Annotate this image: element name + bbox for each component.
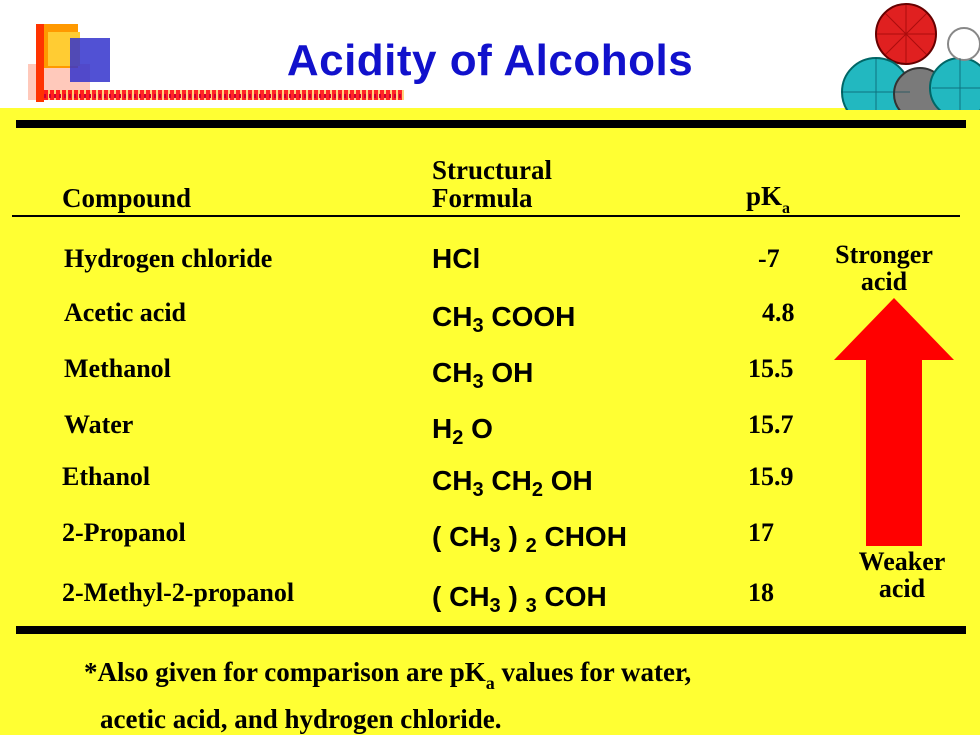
pka-value: 17 (748, 518, 774, 547)
pka-value: 4.8 (762, 298, 795, 327)
pka-value: 18 (748, 578, 774, 607)
compound-name: Methanol (64, 354, 171, 383)
compound-name: 2-Methyl-2-propanol (62, 578, 295, 607)
acidity-arrow-icon (834, 298, 954, 546)
pka-value: 15.9 (748, 462, 794, 491)
molecule-model-icon (840, 0, 980, 110)
stronger-acid-label: Stronger acid (835, 240, 933, 296)
compound-name: Acetic acid (64, 298, 187, 327)
structural-formula: ( $CH_3$ ) $_2$ CHOH (432, 521, 627, 557)
table-bottom-rule (16, 626, 966, 634)
structural-formula: $CH_3$ COOH (432, 301, 576, 337)
compound-name: Water (64, 410, 134, 439)
header-compound: Compound (62, 183, 192, 213)
compound-name: Ethanol (62, 462, 151, 491)
footnote: *Also given for comparison are $pK_a$ values for water, acetic acid, and hydrogen chloride. (84, 657, 692, 734)
pka-value: -7 (758, 244, 780, 273)
compound-name: Hydrogen chloride (64, 244, 273, 273)
header-underline (12, 215, 960, 217)
structural-formula: $CH_3$ OH (432, 357, 534, 393)
header-pka: $pK_a$ (746, 181, 791, 217)
pka-value: 15.7 (748, 410, 794, 439)
structural-formula: ( $CH_3$ ) $_3$ COH (432, 581, 607, 617)
structural-formula: $H_2$ O (432, 413, 493, 449)
weaker-acid-label: Weaker acid (858, 547, 946, 603)
table-top-rule (16, 120, 966, 128)
structural-formula: $CH_3$ $CH_2$ OH (432, 465, 593, 501)
compound-name: 2-Propanol (62, 518, 186, 547)
pka-value: 15.5 (748, 354, 794, 383)
structural-formula: HCl (432, 243, 481, 274)
header-structural-formula: Structural Formula (432, 155, 552, 213)
slide-title: Acidity of Alcohols (286, 36, 694, 85)
